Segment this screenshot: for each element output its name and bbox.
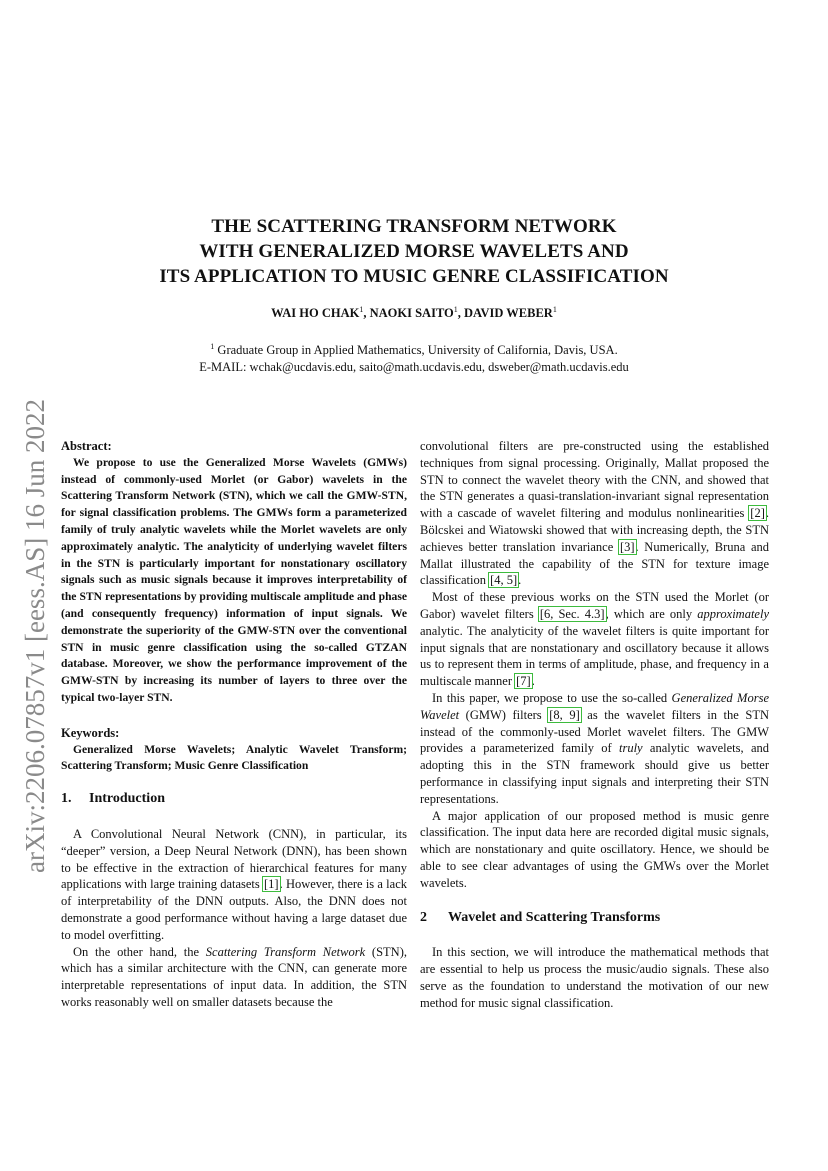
section-2-heading bbox=[420, 910, 769, 927]
keywords-heading: Keywords: bbox=[61, 725, 120, 740]
section-number: 1. bbox=[61, 791, 72, 807]
abstract-heading: Abstract: bbox=[61, 439, 112, 453]
author-affiliation-mark: 1 bbox=[552, 305, 557, 314]
section-2-paragraph-1: In this section, we will introduce the mathematical methods that are essential to help us process the music/audio signals. These also serve as the foundation to understand the motivation of our new method for music signal classification. bbox=[420, 945, 769, 1010]
section-title: Wavelet and Scattering Transforms bbox=[448, 909, 661, 925]
author-list: WAI HO CHAK$^1$, NAOKI SAITO$^1$, DAVID WEBER$^1$ bbox=[271, 305, 557, 320]
section-number: 2 bbox=[420, 909, 427, 925]
left-column bbox=[61, 438, 407, 1011]
citation-link[interactable]: [4, 5] bbox=[490, 573, 518, 588]
citation-link[interactable]: [6, Sec. 4.3] bbox=[539, 606, 605, 621]
author-name: NAOKI SAITO bbox=[369, 306, 454, 320]
right-column bbox=[420, 438, 769, 1012]
title-line-3: ITS APPLICATION TO MUSIC GENRE CLASSIFICATION bbox=[159, 266, 669, 287]
abstract-text: We propose to use the Generalized Morse Wavelets (GMWs) instead of commonly-used Morlet (or Gabor) wavelets in the Scattering Transform Network (STN), which we call the GMW-STN, for signal classification problems. The GMWs form a parameterized family of truly analytic wavelets while the Morlet wavelets are only approximately analytic. The analyticity of underlying wavelet filters in the STN is particularly important for nonstationary oscillatory signals such as music signals because it improves interpretability of the STN representations by providing multiscale amplitude and phase (and consequently frequency) information of input signals. We demonstrate the superiority of the GMW-STN over the conventional STN in music genre classification using the so-called GTZAN database. Moreover, we show the performance improvement of the GMW-STN by increasing its number of layers to three over the typical two-layer STN. bbox=[61, 455, 407, 704]
affiliation-mark: 1 bbox=[210, 342, 215, 351]
citation-link[interactable]: [7] bbox=[516, 674, 531, 689]
author-name: WAI HO CHAK bbox=[271, 306, 360, 320]
section-title: Introduction bbox=[89, 791, 165, 807]
intro-paragraph-1: A Convolutional Neural Network (CNN), in particular, its “deeper” version, a Deep Neural Network (DNN), has been shown to be effective in the extraction of hierarchical features for many applications with large training datasets [1]. However, there is a lack of interpretability of the DNN outputs. Also, the DNN does not demonstrate a good performance without having a large dataset due to model overfitting. bbox=[61, 826, 407, 942]
right-paragraph-1: convolutional filters are pre-constructed using the established techniques from signal processing. Originally, Mallat proposed the STN to connect the wavelet theory with the CNN, and showed that the STN generates a quasi-translation-invariant signal representation with a cascade of wavelet filtering and modulus nonlinearities [2]. Bölcskei and Wiatowski showed that with increasing depth, the STN achieves better translation invariance [3]. Numerically, Bruna and Mallat illustrated the capability of the STN for texture image classification [4, 5]. bbox=[420, 439, 769, 588]
keywords-text: Generalized Morse Wavelets; Analytic Wavelet Transform; Scattering Transform; Music Genre Classification bbox=[61, 742, 407, 773]
title-line-1: THE SCATTERING TRANSFORM NETWORK bbox=[211, 216, 617, 237]
author-affiliation-mark: 1 bbox=[453, 305, 458, 314]
right-paragraph-4: A major application of our proposed method is music genre classification. The input data here are recorded digital music signals, which are nonstationary and quite oscillatory. Hence, we should be able to see clear advantages of using the GMWs over the Morlet wavelets. bbox=[420, 808, 769, 890]
author-affiliation-mark: 1 bbox=[359, 305, 364, 314]
affiliation-text: Graduate Group in Applied Mathematics, University of California, Davis, USA. bbox=[217, 343, 618, 357]
title-line-2: WITH GENERALIZED MORSE WAVELETS AND bbox=[199, 241, 629, 262]
right-paragraph-3: In this paper, we propose to use the so-called Generalized Morse Wavelet (GMW) filters [8, 9] as the wavelet filters in the STN instead of the commonly-used Morlet wavelet filters. The GMW provides a parameterized family of truly analytic wavelets, and adopting this in the STN framework should give us better performance in classifying input signals and interpreting their STN representations. bbox=[420, 690, 770, 806]
citation-link[interactable]: [1] bbox=[264, 877, 279, 892]
citation-link[interactable]: [8, 9] bbox=[549, 707, 580, 722]
intro-paragraph-2: On the other hand, the Scattering Transform Network (STN), which has a similar architecture with the CNN, can generate more interpretable representations of input data. In addition, the STN works reasonably well on smaller datasets because the bbox=[61, 944, 407, 1009]
paper-title bbox=[0, 214, 828, 289]
citation-link[interactable]: [2] bbox=[750, 506, 765, 521]
author-name: DAVID WEBER bbox=[464, 306, 553, 320]
affiliation-block bbox=[0, 338, 828, 376]
arxiv-identifier-stamp bbox=[14, 360, 54, 880]
right-paragraph-2: Most of these previous works on the STN used the Morlet (or Gabor) wavelet filters [6, Sec. 4.3], which are only approximately analytic. The analyticity of the wavelet filters is quite important for input signals that are nonstationary and oscillatory because it allows us to represent them in terms of amplitude, phase, and frequency in a multiscale manner [7]. bbox=[420, 590, 769, 689]
section-1-heading bbox=[61, 791, 407, 808]
arxiv-identifier-text: arXiv:2206.07857v1 [eess.AS] 16 Jun 2022 bbox=[20, 399, 50, 873]
email-line: E-MAIL: wchak@ucdavis.edu, saito@math.ucdavis.edu, dsweber@math.ucdavis.edu bbox=[199, 360, 629, 374]
citation-link[interactable]: [3] bbox=[619, 539, 635, 554]
